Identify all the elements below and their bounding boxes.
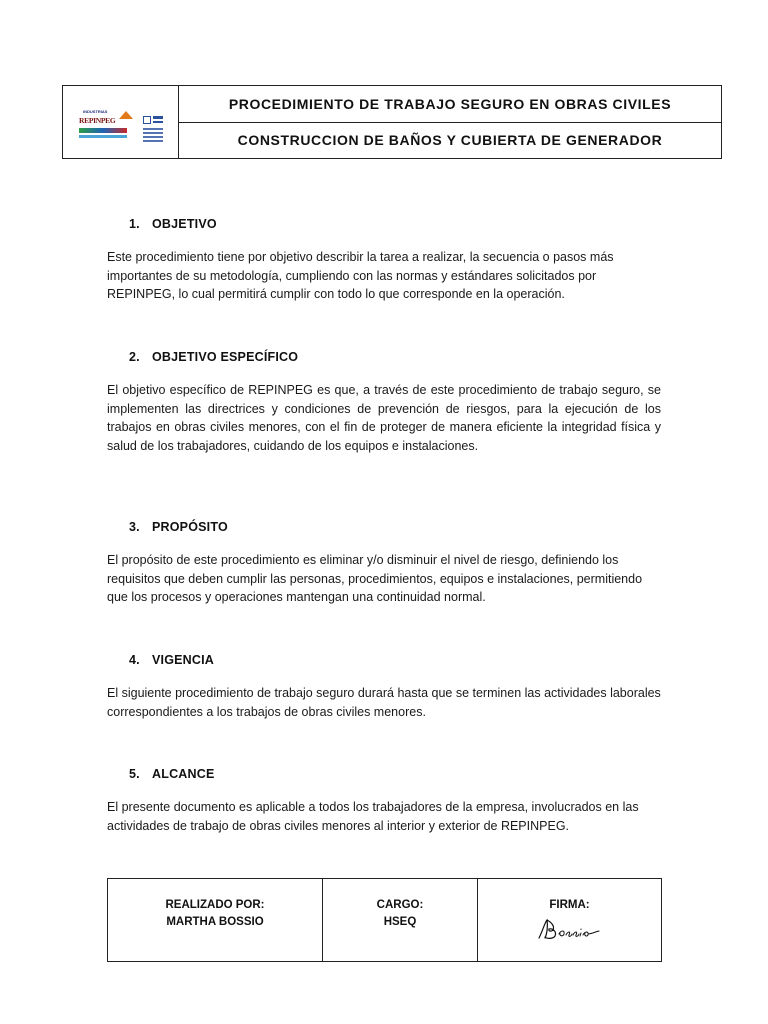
document-header	[62, 85, 722, 159]
logo-top-text: INDUSTRIAS	[83, 109, 108, 114]
realizado-label: REALIZADO POR:	[165, 899, 265, 911]
header-titles	[179, 86, 721, 158]
section-heading	[129, 350, 661, 364]
house-icon	[119, 111, 133, 119]
section-vigencia	[107, 653, 661, 721]
section-number: 4.	[129, 653, 140, 667]
section-heading	[129, 653, 661, 667]
firma-cell	[477, 879, 661, 961]
cargo-cell	[322, 879, 477, 961]
section-number: 1.	[129, 217, 140, 231]
realizado-cell	[108, 879, 322, 961]
signature-image	[535, 916, 605, 942]
logo-color-bar-secondary	[79, 135, 127, 138]
section-paragraph: El siguiente procedimiento de trabajo seguro durará hasta que se terminen las actividades laborales correspondientes a los trabajos de obras civiles menores.	[107, 686, 661, 719]
section-title: VIGENCIA	[152, 653, 215, 667]
section-objetivo-especifico	[107, 350, 661, 455]
company-logo	[63, 86, 179, 158]
section-paragraph: El objetivo específico de REPINPEG es que, a través de este procedimiento de trabajo seguro, se implementen las directrices y condiciones de prevención de riesgos, para la ejecución de los trabajos en obras civiles menores, con el fin de proteger de manera eficiente la integridad física y salud de los trabajadores, cuidando de los equipos e instalaciones.	[107, 383, 661, 453]
section-heading	[129, 520, 661, 534]
section-paragraph: Este procedimiento tiene por objetivo describir la tarea a realizar, la secuencia o pasos más importantes de su metodología, cumpliendo con las normas y estándares solicitados por REPINPEG, lo cual permitirá cumplir con todo lo que corresponde en la operación.	[107, 250, 614, 302]
logo-brand-text: REPINPEG	[79, 116, 116, 125]
section-paragraph: El propósito de este procedimiento es eliminar y/o disminuir el nivel de riesgo, definiendo los requisitos que deben cumplir las personas, procedimientos, equipos e instalaciones, permitiendo que los procesos y operaciones mantengan una continuidad normal.	[107, 553, 643, 605]
document-subtitle: CONSTRUCCION DE BAÑOS Y CUBIERTA DE GENERADOR	[237, 132, 663, 149]
section-title: ALCANCE	[152, 767, 215, 781]
cargo-label: CARGO:	[376, 899, 424, 911]
firma-label: FIRMA:	[549, 899, 590, 911]
section-number: 2.	[129, 350, 140, 364]
section-title: PROPÓSITO	[152, 520, 228, 534]
section-number: 5.	[129, 767, 140, 781]
certification-icon	[143, 116, 165, 144]
section-heading	[129, 767, 661, 781]
section-heading	[129, 217, 661, 231]
logo-color-bar	[79, 128, 127, 133]
document-title: PROCEDIMIENTO DE TRABAJO SEGURO EN OBRAS CIVILES	[179, 86, 721, 123]
section-alcance	[107, 767, 661, 835]
section-paragraph: El presente documento es aplicable a todos los trabajadores de la empresa, involucrados en las actividades de trabajo de obras civiles menores al interior y exterior de REPINPEG.	[107, 800, 639, 833]
approval-table	[107, 878, 662, 962]
section-title: OBJETIVO	[152, 217, 217, 231]
section-number: 3.	[129, 520, 140, 534]
cargo-value: HSEQ	[383, 916, 417, 928]
section-title: OBJETIVO ESPECÍFICO	[152, 350, 299, 364]
realizado-value: MARTHA BOSSIO	[166, 916, 264, 928]
section-proposito	[107, 520, 661, 607]
section-objetivo	[107, 217, 661, 304]
